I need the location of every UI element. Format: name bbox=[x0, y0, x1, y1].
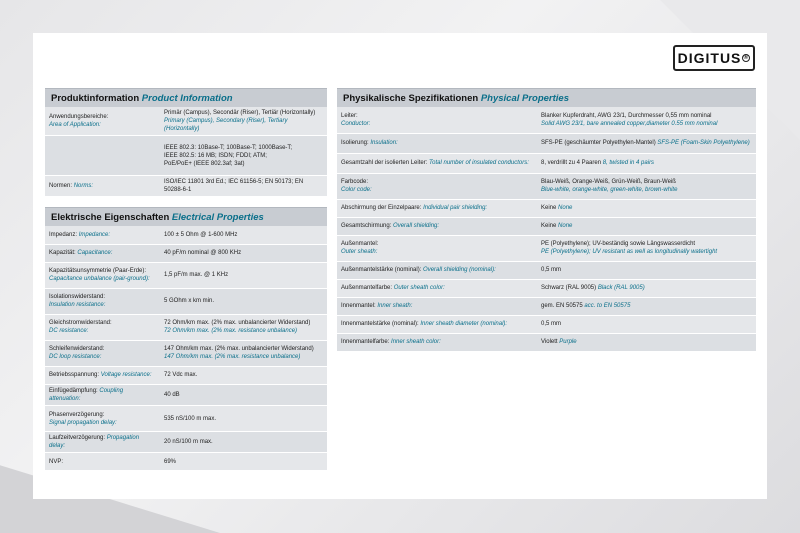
table-row bbox=[337, 315, 756, 333]
row-label: Innenmantel: Inner sheath: bbox=[337, 297, 537, 315]
table-row bbox=[337, 133, 756, 153]
row-value: 0,5 mm bbox=[537, 261, 756, 279]
row-label: Gleichstromwiderstand: DC resistance: bbox=[45, 314, 160, 340]
row-label: Innenmantelfarbe: Inner sheath color: bbox=[337, 333, 537, 351]
row-label: Gesamtzahl der isolierten Leiter: Total number of insulated conductors: bbox=[337, 153, 537, 173]
row-label: Normen: Norms: bbox=[45, 176, 160, 197]
table-row bbox=[337, 279, 756, 297]
table-row bbox=[45, 314, 327, 340]
table-row bbox=[45, 136, 327, 176]
row-label: Impedanz: Impedance: bbox=[45, 226, 160, 244]
table-row bbox=[45, 262, 327, 288]
table-row bbox=[45, 176, 327, 197]
row-label: Innenmantelstärke (nominal): Inner sheath diameter (nominal): bbox=[337, 315, 537, 333]
table-row bbox=[45, 288, 327, 314]
row-value: 69% bbox=[160, 453, 327, 471]
product-info-table bbox=[45, 107, 327, 197]
table-row bbox=[337, 107, 756, 133]
table-row bbox=[337, 217, 756, 235]
row-value: 0,5 mm bbox=[537, 315, 756, 333]
row-label: Anwendungsbereiche: Area of Application: bbox=[45, 107, 160, 136]
row-label: Laufzeitverzögerung: Propagation delay: bbox=[45, 432, 160, 453]
row-label: Außenmantel: Outer sheath: bbox=[337, 235, 537, 261]
row-label: Abschirmung der Einzelpaare: Individual pair shielding: bbox=[337, 199, 537, 217]
row-label: Einfügedämpfung: Coupling attenuation: bbox=[45, 384, 160, 405]
row-value: SFS-PE (geschäumter Polyethylen-Mantel) SFS-PE (Foam-Skin Polyethylene) bbox=[537, 133, 756, 153]
row-value: IEEE 802.3: 10Base-T; 100Base-T; 1000Base-T; IEEE 802.5: 16 MB; ISDN; FDDI; ATM; PoE/PoE+ (IEEE 802.3af; 3at) bbox=[160, 136, 327, 176]
row-label: Phasenverzögerung: Signal propagation delay: bbox=[45, 406, 160, 432]
row-value: Keine None bbox=[537, 217, 756, 235]
table-row bbox=[337, 153, 756, 173]
section-title-en: Physical Properties bbox=[480, 93, 569, 104]
row-value: Violett Purple bbox=[537, 333, 756, 351]
row-label: Gesamtschirmung: Overall shielding: bbox=[337, 217, 537, 235]
digitus-logo bbox=[673, 45, 755, 71]
row-label: Farbcode: Color code: bbox=[337, 173, 537, 199]
electrical-table bbox=[45, 226, 327, 471]
row-label: Leiter: Conductor: bbox=[337, 107, 537, 133]
row-value: 8, verdrillt zu 4 Paaren 8, twisted in 4 pairs bbox=[537, 153, 756, 173]
section-title-de: Produktinformation bbox=[51, 93, 140, 104]
section-title-en: Product Information bbox=[141, 93, 233, 104]
row-value: 72 Ohm/km max. (2% max. unbalancierter Widerstand) 72 Ohm/km max. (2% max. resistance unbalance) bbox=[160, 314, 327, 340]
table-row bbox=[45, 226, 327, 244]
section-title-de: Elektrische Eigenschaften bbox=[51, 212, 170, 224]
table-row bbox=[337, 261, 756, 279]
table-row bbox=[45, 432, 327, 453]
electrical-header bbox=[45, 207, 327, 226]
table-row bbox=[45, 340, 327, 366]
row-value: gem. EN 50575 acc. to EN 50575 bbox=[537, 297, 756, 315]
row-value: ISO/IEC 11801 3rd Ed.; IEC 61156-5; EN 50173; EN 50288-6-1 bbox=[160, 176, 327, 197]
table-row bbox=[45, 453, 327, 471]
row-value: PE (Polyethylene); UV-beständig sowie Längswasserdicht PE (Polyethylene); UV resistant as well as longitudinally watertight bbox=[537, 235, 756, 261]
table-row bbox=[337, 199, 756, 217]
row-value: Keine None bbox=[537, 199, 756, 217]
row-label: Außenmantelstärke (nominal): Overall shielding (nominal): bbox=[337, 261, 537, 279]
row-label: Isolierung: Insulation: bbox=[337, 133, 537, 153]
registered-mark: ® bbox=[743, 55, 750, 61]
row-label: Kapazitätsunsymmetrie (Paar-Erde): Capacitance unbalance (pair-ground): bbox=[45, 262, 160, 288]
row-value: Blanker Kupferdraht, AWG 23/1, Durchmesser 0,55 mm nominal Solid AWG 23/1, bare annealed copper,diameter 0.55 mm nominal bbox=[537, 107, 756, 133]
row-label: Kapazität: Capacitance: bbox=[45, 244, 160, 262]
row-label: Betriebsspannung: Voltage resistance: bbox=[45, 366, 160, 384]
row-label: Außenmantelfarbe: Outer sheath color: bbox=[337, 279, 537, 297]
physical-table bbox=[337, 107, 756, 352]
logo-text: DIGITUS bbox=[677, 50, 742, 66]
row-value: Primär (Campus), Secondär (Riser), Tertiär (Horizontally) Primary (Campus), Secondary (Riser), Tertiary (Horizontally) bbox=[160, 107, 327, 136]
row-value: 20 nS/100 m max. bbox=[160, 432, 327, 453]
table-row bbox=[337, 173, 756, 199]
row-value: Schwarz (RAL 9005) Black (RAL 9005) bbox=[537, 279, 756, 297]
right-column bbox=[337, 88, 756, 352]
table-row bbox=[45, 244, 327, 262]
table-row bbox=[337, 235, 756, 261]
row-label: NVP: bbox=[45, 453, 160, 471]
row-value: 40 pF/m nominal @ 800 KHz bbox=[160, 244, 327, 262]
row-label: Schleifenwiderstand: DC loop resistance: bbox=[45, 340, 160, 366]
row-value: 535 nS/100 m max. bbox=[160, 406, 327, 432]
row-label bbox=[45, 136, 160, 176]
row-value: 147 Ohm/km max. (2% max. unbalancierter Widerstand) 147 Ohm/km max. (2% max. resistance unbalance) bbox=[160, 340, 327, 366]
table-row bbox=[337, 333, 756, 351]
table-row bbox=[337, 297, 756, 315]
physical-header bbox=[337, 88, 756, 107]
product-info-header bbox=[45, 88, 327, 107]
row-value: 1,5 pF/m max. @ 1 KHz bbox=[160, 262, 327, 288]
table-row bbox=[45, 406, 327, 432]
row-value: 100 ± 5 Ohm @ 1-600 MHz bbox=[160, 226, 327, 244]
row-value: Blau-Weiß, Orange-Weiß, Grün-Weiß, Braun-Weiß Blue-white, orange-white, green-white, brown-white bbox=[537, 173, 756, 199]
row-value: 5 GOhm x km min. bbox=[160, 288, 327, 314]
row-label: Isolationswiderstand: Insulation resistance: bbox=[45, 288, 160, 314]
row-value: 40 dB bbox=[160, 384, 327, 405]
left-column bbox=[45, 88, 327, 471]
section-title-en: Electrical Properties bbox=[171, 212, 264, 224]
table-row bbox=[45, 107, 327, 136]
row-value: 72 Vdc max. bbox=[160, 366, 327, 384]
table-row bbox=[45, 384, 327, 405]
section-title-de: Physikalische Spezifikationen bbox=[343, 93, 479, 104]
table-row bbox=[45, 366, 327, 384]
datasheet-card bbox=[33, 33, 767, 499]
